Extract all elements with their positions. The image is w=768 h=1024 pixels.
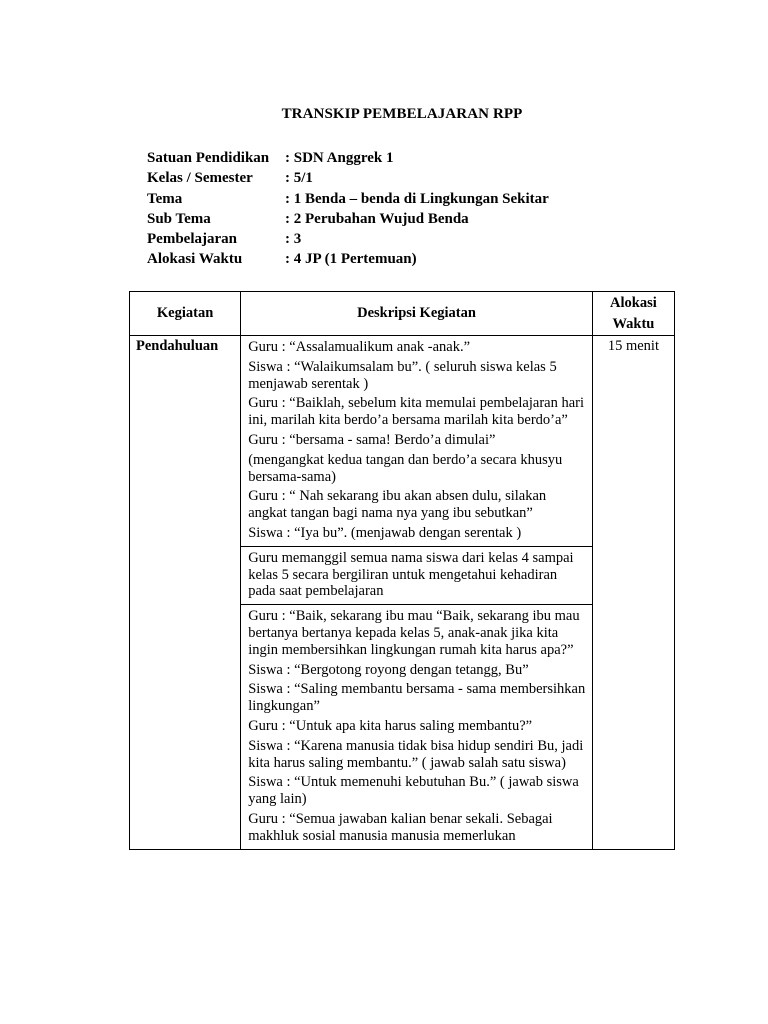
dialogue-line: Guru : “bersama - sama! Berdo’a dimulai” xyxy=(248,431,496,448)
meta-value: : 2 Perubahan Wujud Benda xyxy=(285,210,469,227)
description-cell xyxy=(241,336,593,850)
dialogue-line: Siswa : “Saling membantu bersama - sama membersihkan lingkungan” xyxy=(248,681,586,715)
meta-label: Kelas / Semester xyxy=(147,170,253,187)
meta-value: : SDN Anggrek 1 xyxy=(285,150,394,166)
activity-table xyxy=(129,291,675,850)
description-block xyxy=(241,605,592,848)
description-block xyxy=(241,547,592,605)
meta-label: Pembelajaran xyxy=(147,231,237,248)
meta-row-tema xyxy=(147,189,549,209)
meta-label: Sub Tema xyxy=(147,210,211,227)
dialogue-line: Guru : “Baiklah, sebelum kita memulai pembelajaran hari ini, marilah kita berdo’a bersama marilah kita berdo’a” xyxy=(248,395,585,429)
meta-value: : 4 JP (1 Pertemuan) xyxy=(285,251,417,268)
header-alokasi-line: Alokasi xyxy=(610,294,657,311)
table-row xyxy=(130,336,675,850)
dialogue-line: Guru : “Baik, sekarang ibu mau “Baik, sekarang ibu mau bertanya bertanya kepada kelas 5, anak-anak jika kita ingin membersihkan lingkungan rumah kita harus apa?” xyxy=(248,608,580,658)
dialogue-line: Guru : “ Nah sekarang ibu akan absen dulu, silakan angkat tangan bagi nama nya yang ibu sebutkan” xyxy=(248,488,547,522)
meta-row-kelas xyxy=(147,168,549,188)
dialogue-line: Guru : “Untuk apa kita harus saling membantu?” xyxy=(248,717,533,734)
description-block xyxy=(241,336,592,547)
meta-value: : 1 Benda – benda di Lingkungan Sekitar xyxy=(285,190,549,207)
meta-value: : 5/1 xyxy=(285,170,313,187)
meta-row-subtema xyxy=(147,209,549,229)
header-kegiatan: Kegiatan xyxy=(130,292,241,336)
meta-row-pembelajaran xyxy=(147,229,549,249)
time-cell: 15 menit xyxy=(592,336,674,850)
dialogue-line: Siswa : “Karena manusia tidak bisa hidup sendiri Bu, jadi kita harus saling membantu.” ( jawab salah satu siswa) xyxy=(248,737,584,771)
document-title: TRANSKIP PEMBELAJARAN RPP xyxy=(281,106,523,122)
dialogue-line: Guru : “Assalamualikum anak -anak.” xyxy=(248,339,471,355)
dialogue-line: Siswa : “Iya bu”. (menjawab dengan serentak ) xyxy=(248,524,522,541)
dialogue-line: Siswa : “Walaikumsalam bu”. ( seluruh siswa kelas 5 menjawab serentak ) xyxy=(248,358,557,392)
meta-label: Tema xyxy=(147,190,183,207)
header-alokasi-waktu xyxy=(592,292,674,336)
header-waktu-line: Waktu xyxy=(612,315,655,332)
dialogue-line: Siswa : “Untuk memenuhi kebutuhan Bu.” ( jawab siswa yang lain) xyxy=(248,774,579,808)
lesson-meta xyxy=(147,148,549,270)
phase-cell: Pendahuluan xyxy=(130,336,241,850)
dialogue-line: Siswa : “Bergotong royong dengan tetangg, Bu” xyxy=(248,661,529,678)
dialogue-line: Guru : “Semua jawaban kalian benar sekali. Sebagai makhluk sosial manusia manusia memerlukan xyxy=(248,810,553,844)
table-header-row xyxy=(130,292,675,336)
meta-label: Alokasi Waktu xyxy=(147,251,243,268)
header-deskripsi: Deskripsi Kegiatan xyxy=(241,292,593,336)
dialogue-line: Guru memanggil semua nama siswa dari kelas 4 sampai kelas 5 secara bergiliran untuk mengetahui kehadiran pada saat pembelajaran xyxy=(248,549,574,600)
dialogue-line: (mengangkat kedua tangan dan berdo’a secara khusyu bersama-sama) xyxy=(248,451,563,485)
meta-row-satuan xyxy=(147,148,549,168)
meta-row-alokasi xyxy=(147,249,549,269)
meta-value: : 3 xyxy=(285,231,302,248)
meta-label: Satuan Pendidikan xyxy=(147,150,270,166)
